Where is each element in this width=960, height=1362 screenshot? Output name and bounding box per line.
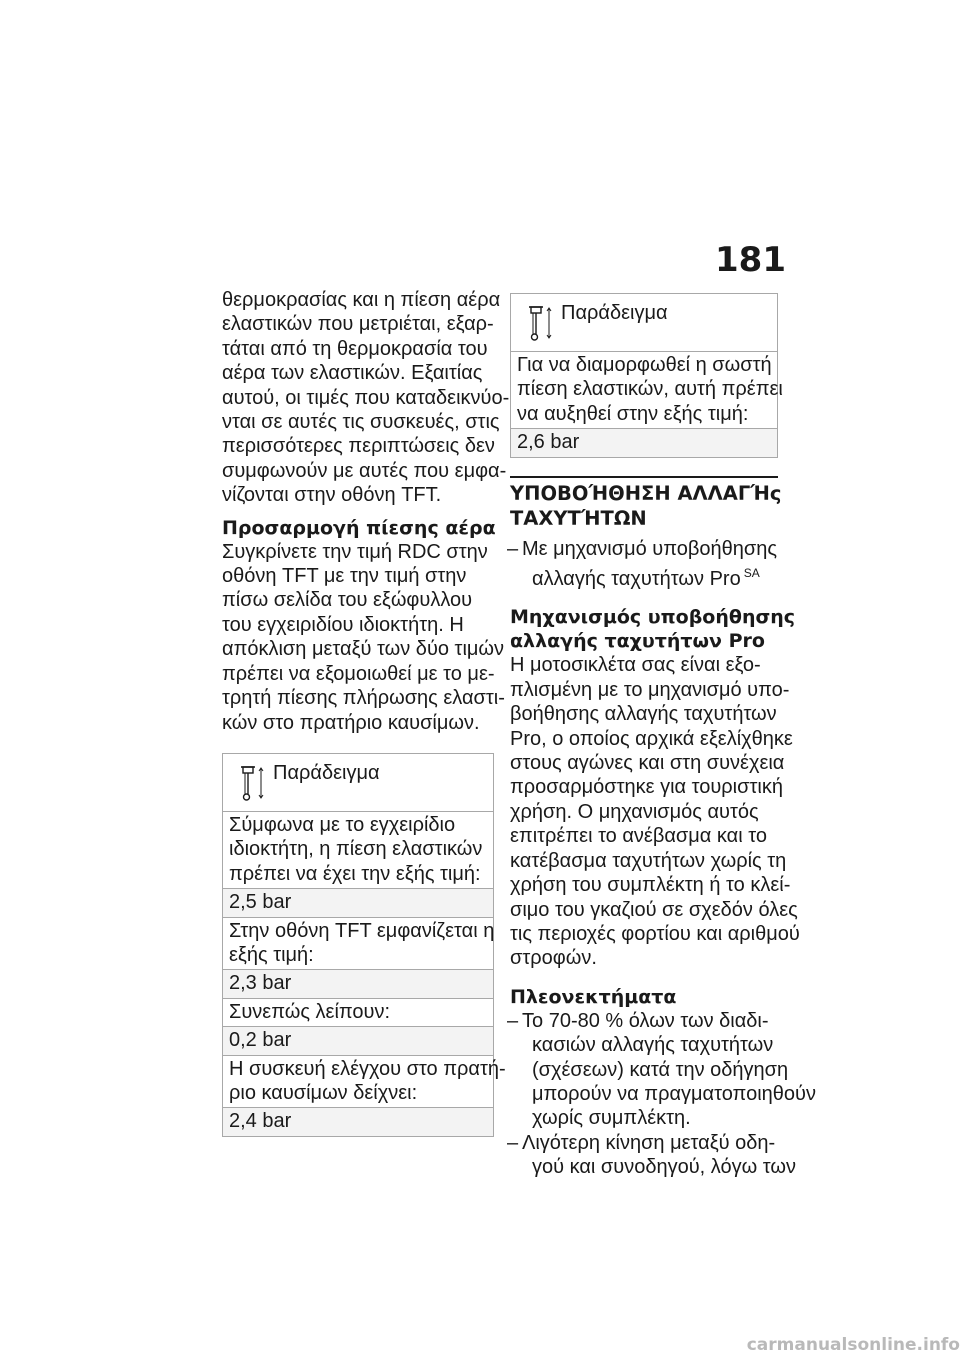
example-row [511,352,783,429]
text-line: χωρίς συμπλέκτη. [532,1107,691,1130]
text-line: προσαρμόστηκε για τουριστική [510,776,783,799]
text-line: χρήση του συμπλέκτη ή το κλεί- [510,874,791,897]
text-line: θερμοκρασίας και η πίεση αέρα [222,289,501,311]
example-header [223,754,493,812]
left-column [222,288,510,1137]
text-line [522,561,778,591]
text-line: γού και συνοδηγού, λόγω των [532,1156,796,1179]
advantages-heading [510,985,778,1009]
value-text: 2,3 bar [229,972,292,995]
text-line: απόκλιση μεταξύ των δύο τιμών [222,638,505,661]
example-box [510,293,783,458]
text-line: περισσότερες περιπτώσεις δεν [222,435,495,458]
text-line: νίζονται στην οθόνη TFT. [222,484,442,507]
text-line: τάται από τη θερμοκρασία του [222,337,488,360]
text-line: οθόνη TFT με την τιμή στην [222,565,467,588]
example-value [223,1027,493,1055]
heading-text: Προσαρμογή πίεσης αέρα [222,516,496,539]
example-header [511,294,777,352]
example-title: Παράδειγμα [561,302,668,324]
watermark: carmanualsonline.info [746,1335,960,1355]
example-row [223,918,493,971]
text-line: Η συσκευή ελέγχου στο πρατή- [229,1057,506,1080]
text-line: εξής τιμή: [229,943,314,966]
tire-pressure-gauge-icon [239,764,265,804]
text-line: (σχέσεων) κατά την οδήγηση [532,1058,789,1081]
example-row [223,812,493,889]
example-value [511,429,777,456]
example-row [223,999,493,1027]
text-line: πλισμένη με το μηχανισμό υπο- [510,678,790,701]
optional-equipment-mark: SA [743,566,760,581]
text-line: πίεση ελαστικών, αυτή πρέπει [517,378,783,401]
body-paragraph [222,540,505,735]
text-line: Λιγότερη κίνηση μεταξύ οδη- [522,1131,776,1154]
text-line: κών στο πρατήριο καυσίμων. [222,711,480,734]
text-line: Pro, ο οποίος αρχικά εξελίχθηκε [510,727,793,750]
text-line: ριο καυσίμων δείχνει: [229,1081,418,1104]
title-line: ΥΠΟΒΟΉΘΗΣΗ ΑΛΛΑΓΉς [510,481,782,505]
tire-pressure-gauge-icon [527,304,553,344]
text-line: επιτρέπει το ανέβασμα και το [510,825,767,848]
intro-paragraph [222,288,510,508]
text-line: ιδιοκτήτη, η πίεση ελαστικών [229,838,483,861]
text-line: Σύμφωνα με το εγχειρίδιο [229,813,456,836]
text-line: του εγχειριδίου ιδιοκτήτη. Η [222,613,464,636]
right-column [507,293,816,1180]
example-title: Παράδειγμα [273,761,380,784]
text-line: Συγκρίνετε την τιμή RDC στην [222,540,488,563]
text-line: βοήθησης αλλαγής ταχυτήτων [510,703,777,726]
section-heading [222,516,494,540]
text-line: Η μοτοσικλέτα σας είναι εξο- [510,654,761,677]
text-line: Συνεπώς λείπουν: [229,1000,391,1023]
text-line: συμφωνούν με αυτές που εμφα- [222,459,507,482]
text-line: νται σε αυτές τις συσκευές, στις [222,411,500,434]
text-line: πρέπει να έχει την εξής τιμή: [229,862,481,885]
text-line: κατέβασμα ταχυτήτων χωρίς τη [510,849,787,872]
example-box [222,753,506,1137]
text-line: Στην οθόνη TFT εμφανίζεται η [229,919,495,942]
subheading [510,605,796,653]
text-line: κασιών αλλαγής ταχυτήτων [532,1034,774,1057]
heading-line: Μηχανισμός υποβοήθησης [510,606,796,629]
example-value [223,1108,493,1135]
text-line: πρέπει να εξομοιωθεί με το με- [222,662,495,685]
advantage-item [507,1009,816,1131]
example-row [223,1056,506,1109]
value-text: 2,6 bar [517,431,580,454]
text-line: πίσω σελίδα του εξώφυλλου [222,589,473,612]
equipment-bullet [507,537,778,592]
text-line: να αυξηθεί στην εξής τιμή: [517,402,749,425]
bullet-dash: – [507,1131,519,1154]
advantage-item [507,1131,796,1180]
text-line: στους αγώνες και στη συνέχεια [510,752,785,775]
value-text: 2,4 bar [229,1110,292,1133]
section-title [510,476,782,531]
text-line: τις περιοχές φορτίου και αριθμού [510,922,800,945]
bullet-dash: – [507,537,519,560]
example-value [223,889,493,917]
text-line: Για να διαμορφωθεί η σωστή [517,354,772,376]
title-line: ΤΑΧΥΤΉΤΩΝ [510,506,647,530]
text-line: μπορούν να πραγματοποιηθούν [532,1082,816,1105]
heading-text: Πλεονεκτήματα [510,985,677,1008]
page-number: 181 [715,240,786,280]
text-line: Με μηχανισμό υποβοήθησης [522,537,777,560]
text-line: χρήση. Ο μηχανισμός αυτός [510,800,759,823]
text-line: Το 70-80 % όλων των διαδι- [522,1009,769,1032]
value-text: 0,2 bar [229,1029,292,1052]
heading-line: αλλαγής ταχυτήτων Pro [510,630,765,653]
text-line: αυτού, οι τιμές που καταδεικνύο- [222,386,510,409]
body-paragraph [510,653,800,970]
text-fragment: αλλαγής ταχυτήτων Pro [532,568,741,591]
value-text: 2,5 bar [229,891,292,914]
text-line: σιμο του γκαζιού σε σχεδόν όλες [510,898,798,921]
text-line: αέρα των ελαστικών. Εξαιτίας [222,362,483,385]
text-line: στροφών. [510,947,597,970]
example-value [223,970,493,998]
bullet-dash: – [507,1009,519,1032]
text-line: ελαστικών που μετριέται, εξαρ- [222,313,494,336]
text-line: τρητή πίεσης πλήρωσης ελαστι- [222,687,505,710]
